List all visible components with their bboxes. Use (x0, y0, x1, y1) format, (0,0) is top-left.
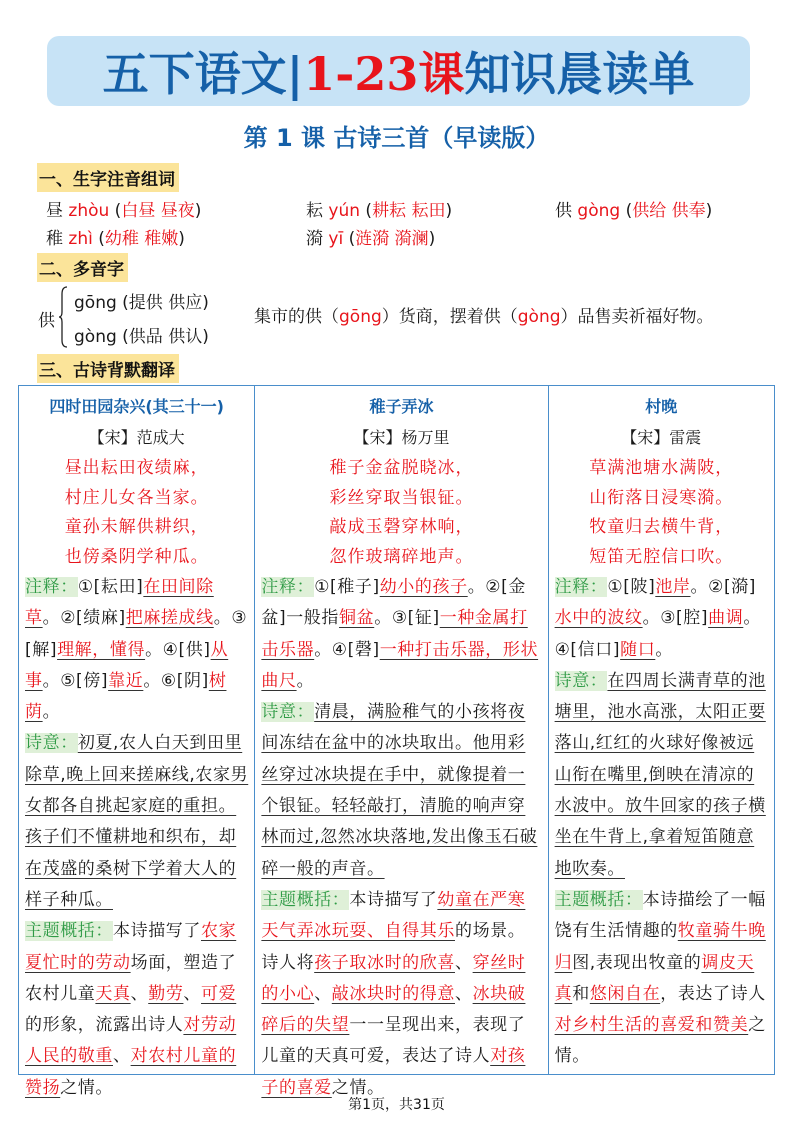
key-phrase: 一种打击乐器，形状曲尺 (261, 639, 539, 691)
text-segment: 、 (314, 983, 332, 1004)
text-segment: 本诗描写了 (113, 921, 201, 942)
text-segment: 的场景。诗人将 (261, 921, 526, 973)
words: 供给 供奉 (632, 201, 706, 221)
meaning-text: 清晨，满脸稚气的小孩将夜间冻结在盆中的冰块取出。他用彩丝穿过冰块提在手中，就像提着一个银钲。轻轻敲打，清脆的响声穿林而过,忽然冰块落地,发出像玉石破碎一般的声音。 (261, 702, 538, 879)
poem-theme (261, 885, 541, 1104)
char: 耘 (306, 201, 323, 221)
meaning-text: 初夏,农人白天到田里除草,晚上回来搓麻线,农家男女都各自挑起家庭的重担。孩子们不懂耕地和织布，却在茂盛的桑树下学着大人的样子种瓜。 (25, 733, 249, 910)
poem-line: 童孙未解供耕织， (64, 517, 209, 537)
poem-meaning (555, 666, 768, 885)
poem-line: 山衔落日浸寒漪。 (589, 487, 734, 508)
key-phrase: 可爱 (201, 983, 237, 1004)
key-phrase: 把麻搓成线 (125, 608, 214, 629)
key-phrase: 靠近 (108, 670, 144, 691)
key-phrase: 树荫 (25, 670, 227, 723)
document-title (103, 38, 695, 104)
pinyin: gòng (74, 327, 117, 347)
char: 漪 (306, 229, 323, 249)
text-segment: ①[稚子] (314, 577, 380, 597)
poem-author: 【宋】雷震 (621, 428, 702, 447)
poem-notes (261, 572, 541, 697)
poem-theme (25, 916, 248, 1104)
key-phrase: 勤劳 (148, 983, 184, 1004)
text-segment: ①[陂] (607, 577, 656, 597)
key-phrase: 悠闲自在 (589, 983, 661, 1004)
poem-line: 村庄儿女各当家。 (64, 487, 209, 508)
pinyin: zhì (68, 229, 93, 249)
key-phrase: 幼小的孩子 (379, 577, 468, 597)
poem-line: 昼出耘田夜绩麻， (64, 458, 209, 478)
poem-theme (555, 885, 768, 1073)
text-segment: 、 (183, 983, 202, 1004)
poem-line: 也傍桑阴学种瓜。 (64, 546, 209, 567)
words: 幼稚 稚嫩 (104, 229, 179, 249)
text-segment: 。②[金盆]一般指 (261, 577, 526, 629)
poems-table (18, 385, 775, 1098)
poem-lines (555, 454, 768, 572)
text-segment: 本诗描写了 (349, 889, 438, 910)
title-banner (47, 36, 750, 106)
text-segment: 图,表现出牧童的 (572, 952, 702, 973)
key-phrase: 理解，懂得 (57, 639, 146, 660)
poem-line: 短笛无腔信口吹。 (589, 546, 734, 567)
text-segment: 。 (42, 702, 61, 723)
poem-author: 【宋】范成大 (88, 428, 185, 447)
poem-column (255, 386, 548, 1098)
meaning-text: 在四周长满青草的池塘里，池水高涨，太阳正要落山,红红的火球好像被远山衔在嘴里,倒映在清凉的水波中。放牛回家的孩子横坐在牛背上,拿着短笛随意地吹奏。 (554, 670, 766, 879)
text-segment: 。②[绩麻] (42, 608, 126, 629)
poem-line: 稚子金盆脱晓冰， (329, 458, 474, 478)
page-indicator: 第1页，共31页 (348, 1097, 445, 1113)
text-segment: 。④[供] (145, 639, 211, 660)
theme-label: 主题概括： (554, 889, 643, 910)
key-phrase: 幼童在严寒天气弄冰玩耍、自得其乐 (261, 889, 526, 942)
char-entry: 稚 zhì (幼稚 稚嫩) (46, 229, 185, 249)
key-phrase: 穿丝时的小心 (261, 952, 526, 1004)
text-segment: 。④[磬] (314, 639, 380, 660)
key-phrase: 对乡村生活的喜爱和赞美 (554, 1015, 749, 1036)
char: 昼 (46, 201, 63, 221)
polyphone-reading (74, 322, 209, 347)
char: 稚 (46, 229, 63, 249)
char-entry: 耘 yún (耕耘 耘田) (306, 201, 453, 221)
key-phrase: 一种金属打击乐器 (261, 608, 528, 660)
notes-label: 注释： (25, 577, 78, 597)
char-entry: 供 gòng (供给 供奉) (555, 201, 713, 221)
text-segment: 的形象，流露出诗人 (25, 1015, 184, 1036)
poem-column (549, 386, 774, 1074)
text-segment: 、 (455, 983, 473, 1004)
brace-icon (58, 286, 68, 348)
key-phrase: 对孩子的喜爱 (261, 1046, 526, 1098)
text-segment: 。④[信口] (554, 608, 761, 660)
theme-label: 主题概括： (25, 921, 113, 942)
meaning-label: 诗意： (25, 733, 78, 754)
key-phrase: 从事 (25, 639, 229, 691)
lesson-title: 第 1 课 古诗三首（早读版） (243, 124, 550, 152)
char-entry: 漪 yī (涟漪 漪澜) (306, 229, 436, 249)
sentence-part: ）品售卖祈福好物。 (560, 307, 714, 327)
key-phrase: 对劳动人民的敬重 (25, 1015, 237, 1067)
text-segment: 场面，塑造了农村儿童 (25, 952, 237, 1004)
text-segment: 。 (296, 670, 315, 691)
text-segment: 和 (572, 983, 590, 1004)
meaning-label: 诗意： (261, 702, 315, 723)
key-phrase: 水中的波纹 (554, 608, 643, 629)
key-phrase: 随口 (620, 639, 656, 660)
title-range: 1-23课 (303, 47, 465, 101)
poem-lines (25, 454, 248, 572)
meaning-label: 诗意： (554, 670, 608, 691)
polyphone-char: 供 (38, 311, 55, 331)
section-heading-poems: 三、古诗背默翻译 (37, 354, 179, 383)
text-segment: 本诗描绘了一幅饶有生活情趣的 (554, 889, 766, 942)
poem-notes (25, 572, 248, 728)
poem-column (19, 386, 255, 1098)
poem-line: 忽作玻璃碎地声。 (329, 546, 474, 567)
poem-lines (261, 454, 541, 572)
text-segment: ①[耘田] (77, 577, 144, 597)
polyphone-reading (74, 288, 209, 313)
text-segment: 一一呈现出来，表现了儿童的天真可爱，表达了诗人 (261, 1015, 526, 1067)
words: 白昼 昼夜 (121, 201, 195, 221)
section-heading-new-characters: 一、生字注音组词 (37, 163, 179, 192)
notes-label: 注释： (554, 577, 608, 597)
pinyin: yún (328, 201, 361, 221)
pinyin: gòng (517, 307, 561, 327)
sentence-part: ）货商，摆着供（ (381, 307, 518, 327)
key-phrase: 在田间除草 (25, 577, 214, 629)
text-segment: 、 (113, 1046, 131, 1067)
key-phrase: 曲调 (708, 608, 744, 629)
pinyin: gòng (577, 201, 621, 221)
char: 供 (555, 201, 572, 221)
text-segment: 。③[解] (25, 608, 248, 660)
words: (提供 供应) (122, 293, 209, 313)
text-segment: 之情。 (60, 1077, 114, 1098)
pinyin: gōng (339, 307, 382, 327)
words: 涟漪 漪澜 (355, 229, 429, 249)
poem-title: 村晚 (645, 397, 678, 416)
text-segment: 。⑤[傍] (42, 670, 109, 691)
poem-line: 牧童归去横牛背， (589, 517, 734, 537)
poem-title: 四时田园杂兴(其三十一) (49, 397, 224, 416)
key-phrase: 牧童骑牛晚归 (554, 921, 766, 973)
poem-line: 草满池塘水满陂， (589, 458, 734, 478)
notes-label: 注释： (261, 577, 315, 597)
poem-title: 稚子弄冰 (369, 397, 434, 416)
text-segment: ，表达了诗人 (660, 983, 766, 1004)
poem-meaning (261, 697, 541, 885)
key-phrase: 敲冰块时的得意 (331, 983, 455, 1004)
key-phrase: 天真 (95, 983, 131, 1004)
key-phrase: 池岸 (655, 577, 691, 597)
text-segment: 、 (455, 952, 473, 973)
poem-meaning (25, 728, 248, 916)
text-segment: 之情。 (554, 1015, 766, 1067)
text-segment: 。⑥[阴] (143, 670, 209, 691)
words: 耕耘 耘田 (372, 201, 446, 221)
text-segment: 之情。 (331, 1077, 385, 1098)
theme-label: 主题概括： (261, 889, 350, 910)
poem-line: 敲成玉磬穿林响， (329, 517, 474, 537)
key-phrase: 调皮天真 (554, 952, 755, 1004)
text-segment: 。③[腔] (642, 608, 709, 629)
poem-notes (555, 572, 768, 666)
key-phrase: 冰块破碎后的失望 (261, 983, 526, 1036)
key-phrase: 铜盆 (339, 608, 375, 629)
title-suffix: 知识晨读单 (464, 47, 695, 101)
poem-line: 彩丝穿取当银钲。 (329, 487, 474, 508)
text-segment: 。③[钲] (374, 608, 440, 629)
title-subject: 五下语文| (102, 47, 304, 101)
key-phrase: 对农村儿童的赞扬 (25, 1046, 237, 1098)
text-segment: 。 (655, 639, 673, 660)
text-segment: 、 (130, 983, 149, 1004)
key-phrase: 孩子取冰时的欣喜 (314, 952, 455, 973)
pinyin: yī (328, 229, 344, 249)
section-heading-polyphone: 二、多音字 (37, 253, 128, 282)
sentence-part: 集市的供（ (254, 307, 339, 327)
char-entry: 昼 zhòu (白昼 昼夜) (46, 201, 202, 221)
text-segment: 。②[漪] (690, 577, 757, 597)
polyphone-sentence (254, 302, 714, 327)
pinyin: zhòu (68, 201, 110, 221)
pinyin: gōng (74, 293, 117, 313)
key-phrase: 农家夏忙时的劳动 (25, 921, 237, 973)
words: (供品 供认) (122, 327, 209, 347)
poem-author: 【宋】杨万里 (353, 428, 450, 447)
